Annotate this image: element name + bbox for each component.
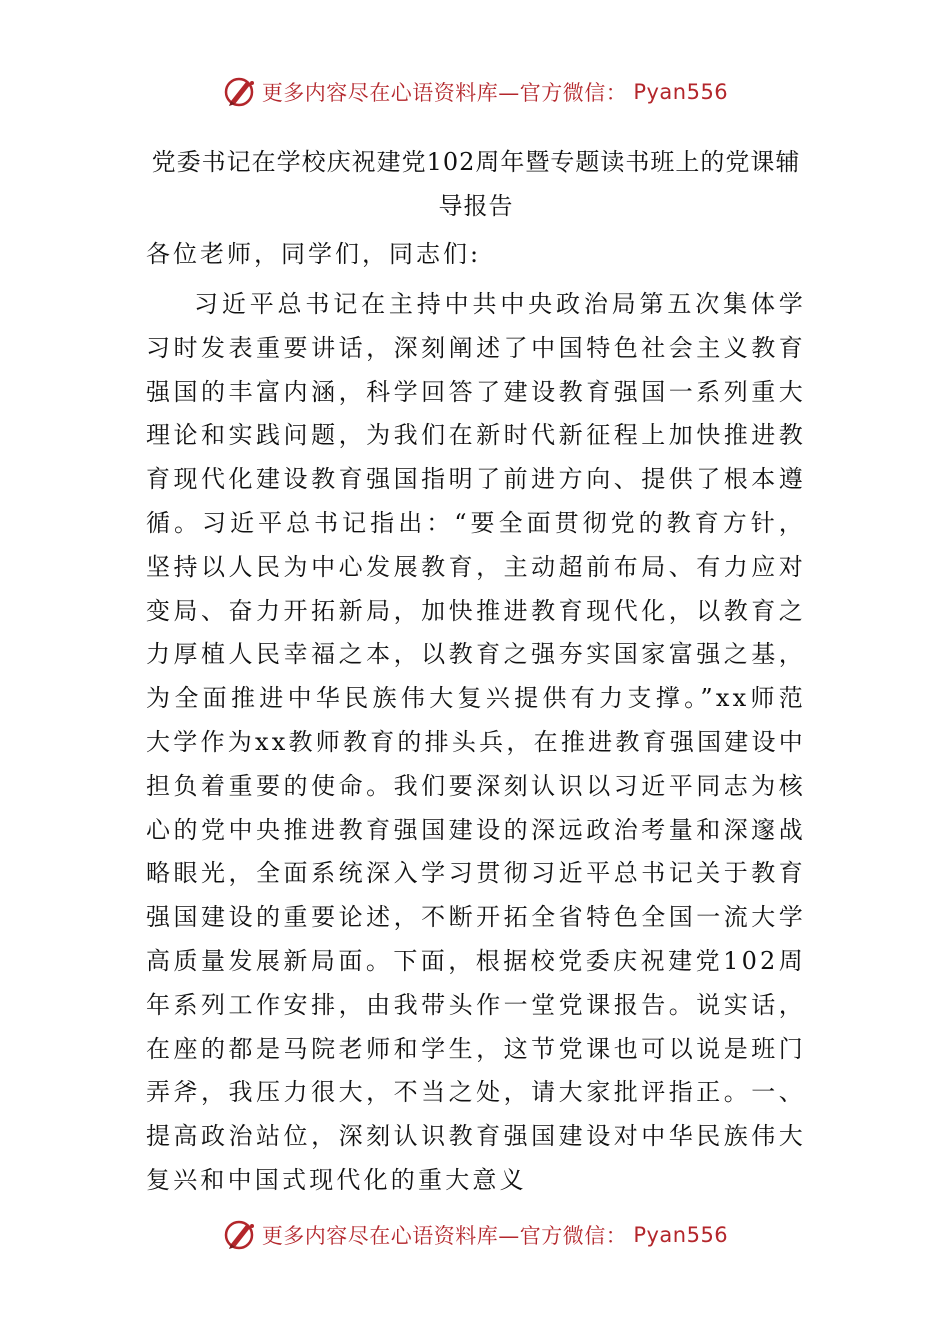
pen-logo-icon — [222, 74, 258, 110]
document-title: 党委书记在学校庆祝建党102周年暨专题读书班上的党课辅导报告 — [151, 148, 801, 220]
document-body — [146, 140, 806, 1203]
footer-watermark — [0, 1215, 950, 1255]
watermark-text: 更多内容尽在心语资料库—官方微信： — [261, 81, 628, 105]
salutation: 各位老师，同学们，同志们: — [146, 240, 482, 268]
watermark-text: 更多内容尽在心语资料库—官方微信： — [261, 1224, 628, 1248]
header-watermark — [0, 72, 950, 112]
watermark-wechat-id: Pyan556 — [633, 80, 729, 104]
pen-logo-icon — [222, 1217, 258, 1253]
body-paragraph: 习近平总书记在主持中共中央政治局第五次集体学习时发表重要讲话，深刻阐述了中国特色社会主义教育强国的丰富内涵，科学回答了建设教育强国一系列重大理论和实践问题，为我们在新时代新征程上加快推进教育现代化建设教育强国指明了前进方向、提供了根本遵循。习近平总书记指出：“要全面贯彻党的教育方针，坚持以人民为中心发展教育，主动超前布局、有力应对变局、奋力开拓新局，加快推进教育现代化，以教育之力厚植人民幸福之本，以教育之强夯实国家富强之基，为全面推进中华民族伟大复兴提供有力支撑。”xx师范大学作为xx教师教育的排头兵，在推进教育强国建设中担负着重要的使命。我们要深刻认识以习近平同志为核心的党中央推进教育强国建设的深远政治考量和深邃战略眼光，全面系统深入学习贯彻习近平总书记关于教育强国建设的重要论述，不断开拓全省特色全国一流大学高质量发展新局面。下面，根据校党委庆祝建党102周年系列工作安排，由我带头作一堂党课报告。说实话，在座的都是马院老师和学生，这节党课也可以说是班门弄斧，我压力很大，不当之处，请大家批评指正。一、提高政治站位，深刻认识教育强国建设对中华民族伟大复兴和中国式现代化的重大意义 — [146, 290, 806, 1194]
watermark-wechat-id: Pyan556 — [633, 1223, 729, 1247]
